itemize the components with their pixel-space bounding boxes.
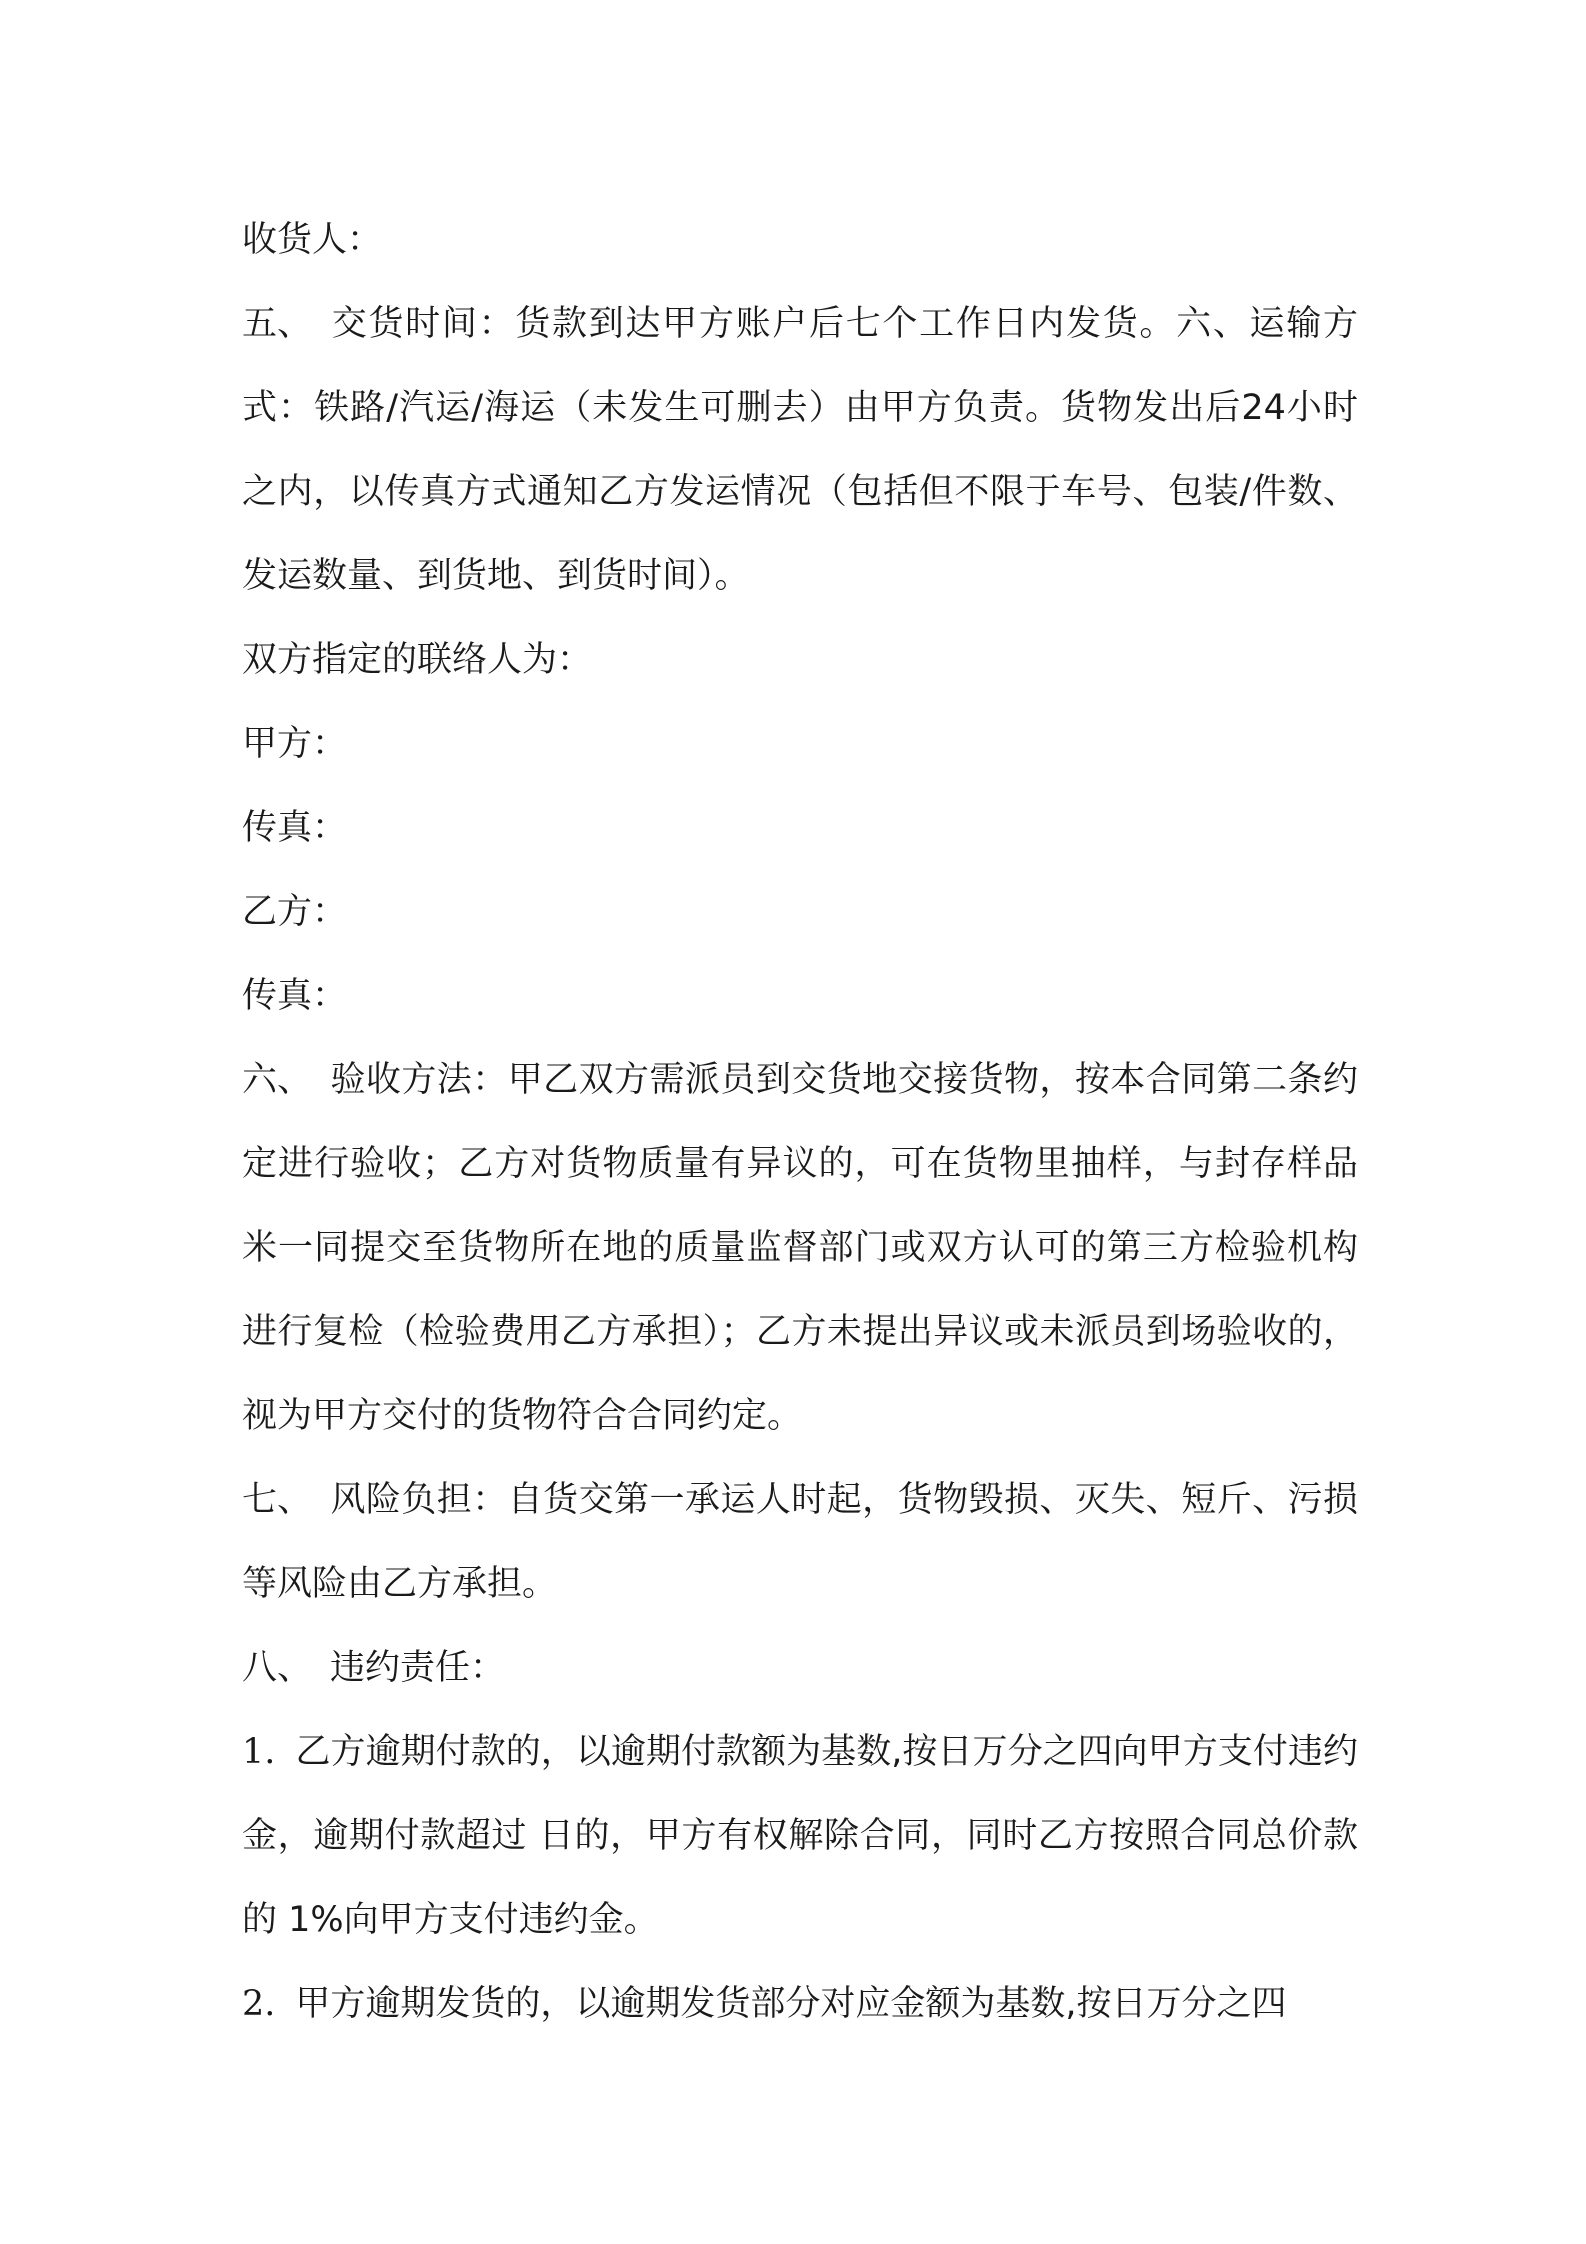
item-1-text: 乙方逾期付款的，以逾期付款额为基数,按日万分之四向甲方支付违约金，逾期付款超过 日的，甲方有权解除合同，同时乙方按照合同总价款的 1%向甲方支付违约金。 [242,1732,1358,1940]
consignee-label: 收货人： [242,220,383,260]
party-b-label: 乙方： [242,892,348,932]
section-8-liability [242,1626,1358,1710]
section-8-text: 违约责任： [330,1648,506,1688]
item-2-number: 2. [242,1984,276,2024]
liability-item-2 [242,1962,1358,2046]
section-6-inspection [242,1038,1358,1458]
party-a-label: 甲方： [242,724,348,764]
section-7-number: 七、 [242,1480,313,1520]
fax-b-label: 传真： [242,976,348,1016]
section-7-risk [242,1458,1358,1626]
section-6-text: 验收方法：甲乙双方需派员到交货地交接货物，按本合同第二条约定进行验收；乙方对货物质量有异议的，可在货物里抽样，与封存样品米一同提交至货物所在地的质量监督部门或双方认可的第三方检验机构进行复检（检验费用乙方承担）；乙方未提出异议或未派员到场验收的，视为甲方交付的货物符合合同约定。 [242,1060,1358,1436]
section-5-text: 交货时间：货款到达甲方账户后七个工作日内发货。六、运输方式：铁路/汽运/海运（未发生可删去）由甲方负责。货物发出后24小时之内，以传真方式通知乙方发运情况（包括但不限于车号、包装/件数、发运数量、到货地、到货时间）。 [242,304,1358,596]
liability-item-1 [242,1710,1358,1962]
section-6-number: 六、 [242,1060,313,1100]
section-5-delivery [242,282,1358,618]
section-7-text: 风险负担：自货交第一承运人时起，货物毁损、灭失、短斤、污损等风险由乙方承担。 [242,1480,1358,1604]
item-1-number: 1. [242,1732,276,1772]
section-5-number: 五、 [242,304,313,344]
contacts-intro: 双方指定的联络人为： [242,640,593,680]
document-body [242,198,1358,2046]
fax-a-label: 传真： [242,808,348,848]
section-8-number: 八、 [242,1648,313,1688]
item-2-text: 甲方逾期发货的，以逾期发货部分对应金额为基数,按日万分之四 [295,1984,1287,2024]
